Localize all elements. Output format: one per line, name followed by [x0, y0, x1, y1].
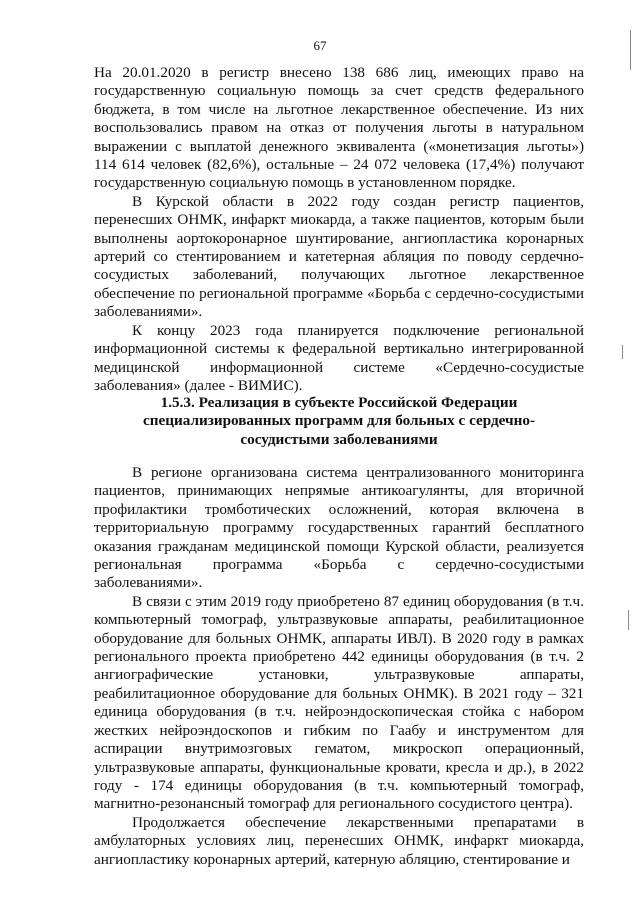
page-number: 67 — [313, 38, 327, 53]
body-text-top — [94, 64, 584, 395]
scan-margin-mark — [630, 30, 631, 70]
scan-margin-mark — [622, 345, 623, 359]
body-text-bottom — [94, 464, 584, 869]
section-heading-block — [100, 394, 578, 449]
section-heading: 1.5.3. Реализация в субъекте Российской Федерации специализированных программ для больных с сердечно-сосудистыми заболеваниями — [142, 394, 536, 448]
paragraph-vimis: К концу 2023 года планируется подключение региональной информационной системы к федеральной вертикально интегрированной медицинской информационной системе «Сердечно-сосудистые заболевания» (далее - ВИМИС). — [94, 321, 584, 394]
scan-margin-mark — [628, 610, 629, 630]
paragraph-monitoring: В регионе организована система централизованного мониторинга пациентов, принимающих непрямые антикоагулянты, для вторичной профилактики тромботических осложнений, которая включена в территориальную программу государственных гарантий бесплатного оказания гражданам медицинской помощи Курской области, реализуется региональная программа «Борьба с сердечно-сосудистыми заболеваниями». — [94, 464, 584, 592]
paragraph-registry: На 20.01.2020 в регистр внесено 138 686 лиц, имеющих право на государственную социальную помощь за счет средств федерального бюджета, в том числе на льготное лекарственное обеспечение. Из них воспользовались правом на отказ от получения льготы в натуральном выражении с выплатой денежного эквивалента («монетизация льготы») 114 614 человек (82,6%), остальные – 24 072 человека (17,4%) получают государственную социальную помощь в установленном порядке. — [94, 64, 584, 192]
paragraph-equipment: В связи с этим 2019 году приобретено 87 единиц оборудования (в т.ч. компьютерный томограф, ультразвуковые аппараты, реабилитационное оборудование для больных ОНМК, аппараты ИВЛ). В 2020 году в рамках регионального проекта приобретено 442 единицы оборудования (в т.ч. 2 ангиографические установки, ультразвуковые аппараты, реабилитационное оборудование для больных ОНМК). В 2021 году – 321 единица оборудования (в т.ч. нейроэндоскопическая стойка с набором жестких нейроэндоскопов и гибким по Гаабу и инструментом для аспирации внутримозговых гематом, микроскоп операционный, ультразвуковые аппараты, функциональные кровати, кресла и др.), в 2022 году - 174 единицы оборудования (в т.ч. компьютерный томограф, магнитно-резонансный томограф для регионального сосудистого центра). — [94, 592, 584, 813]
paragraph-medication: Продолжается обеспечение лекарственными препаратами в амбулаторных условиях лиц, перенесших ОНМК, инфаркт миокарда, ангиопластику коронарных артерий, катерную абляцию, стентирование и — [94, 813, 584, 868]
paragraph-kursk-registry: В Курской области в 2022 году создан регистр пациентов, перенесших ОНМК, инфаркт миокарда, а также пациентов, которым были выполнены аортокоронарное шунтирование, ангиопластика коронарных артерий со стентированием и катетерная абляция по поводу сердечно-сосудистых заболеваний, получающих льготное лекарственное обеспечение по региональной программе «Борьба с сердечно-сосудистыми заболеваниями». — [94, 192, 584, 321]
